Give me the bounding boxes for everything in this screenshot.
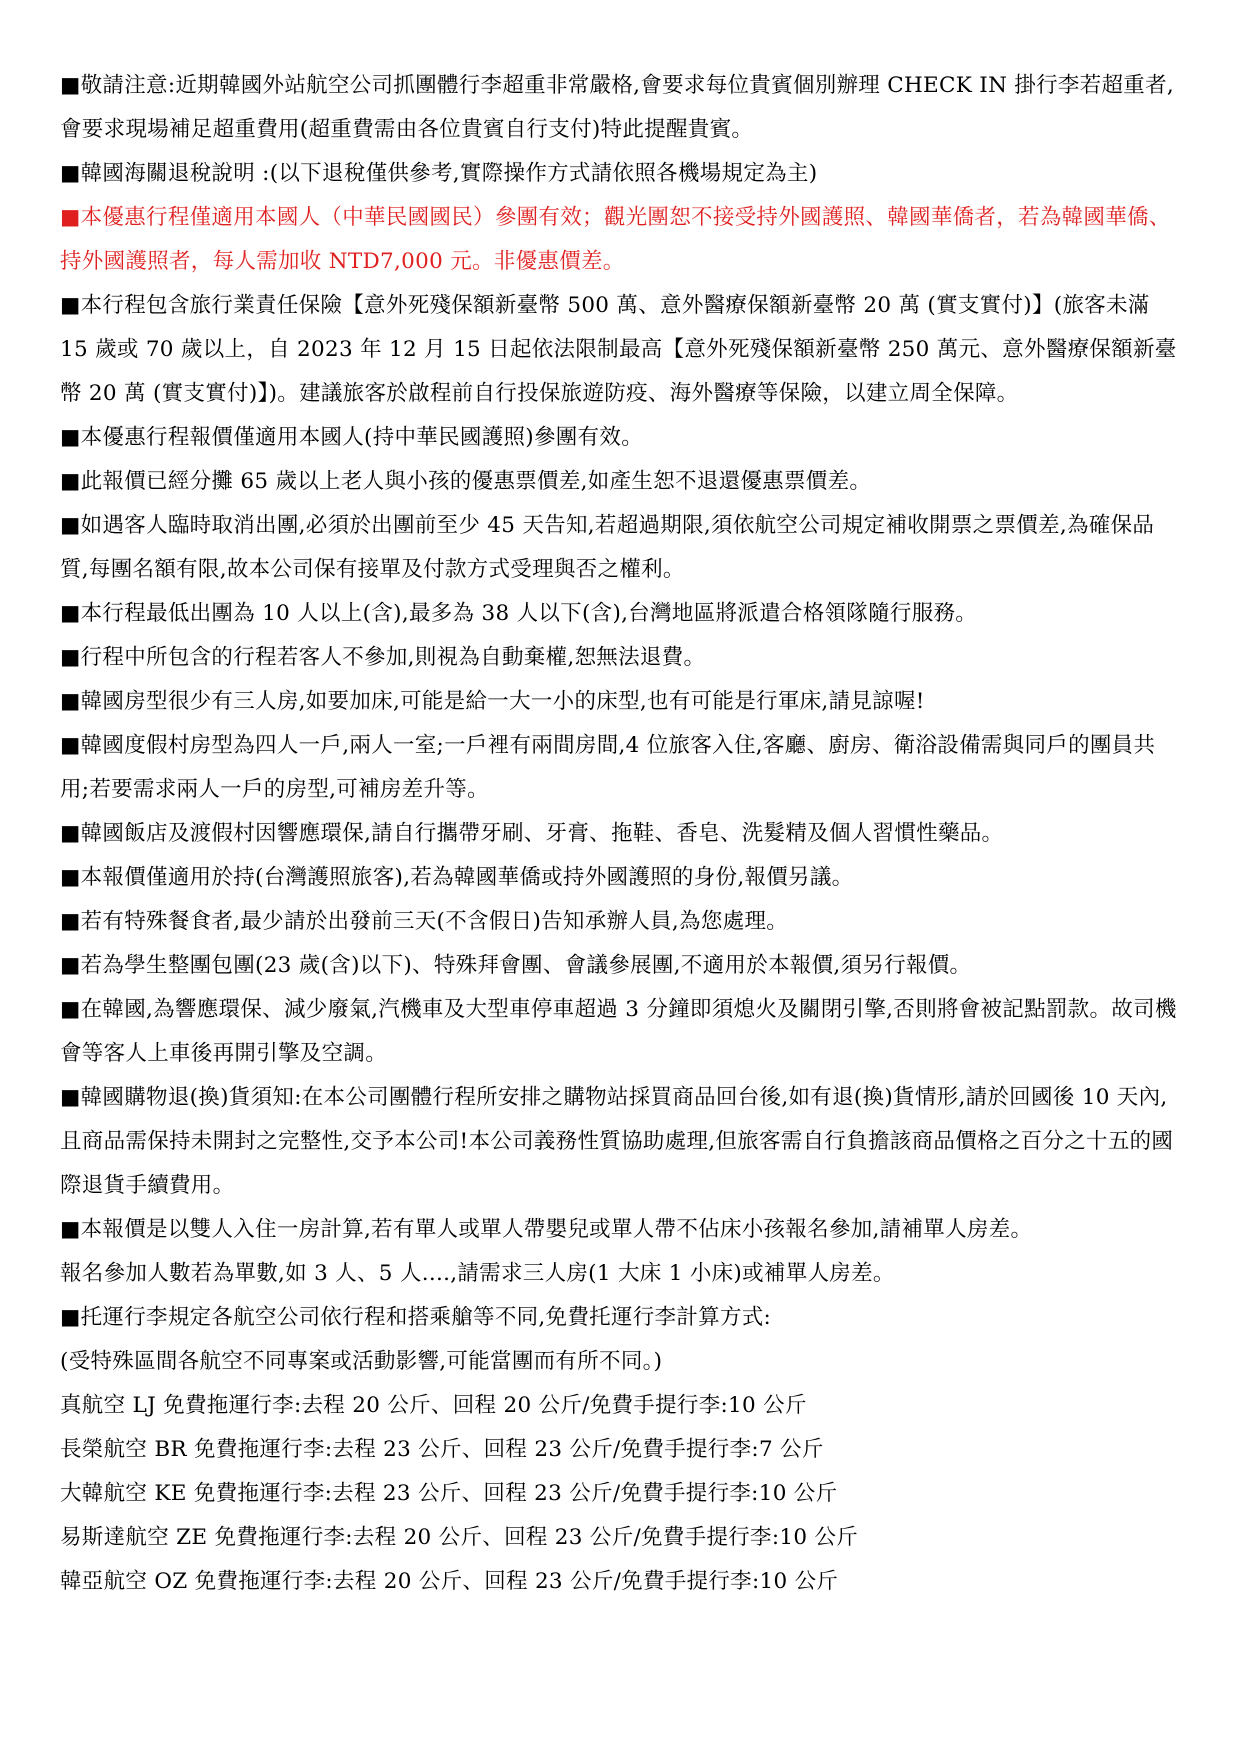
notice-triple-room: ■韓國房型很少有三人房,如要加床,可能是給一大一小的床型,也有可能是行軍床,請見諒喔! — [60, 689, 925, 714]
notice-toiletries: ■韓國飯店及渡假村因響應環保,請自行攜帶牙刷、牙膏、拖鞋、香皂、洗髮精及個人習慣性藥品。 — [60, 821, 1004, 846]
notice-overweight-baggage: ■敬請注意:近期韓國外站航空公司抓團體行李超重非常嚴格,會要求每位貴賓個別辦理 CHECK IN 掛行李若超重者,會要求現場補足超重費用(超重費需由各位貴賓自行支付)特此提醒貴賓。 — [60, 73, 1175, 142]
notice-idling: ■在韓國,為響應環保、減少廢氣,汽機車及大型車停車超過 3 分鐘即須熄火及關閉引擎,否則將會被記點罰款。故司機會等客人上車後再開引擎及空調。 — [60, 997, 1177, 1066]
notice-tax-refund: ■韓國海關退稅說明 :(以下退稅僅供參考,實際操作方式請依照各機場規定為主) — [60, 161, 818, 186]
notice-resort-room: ■韓國度假村房型為四人一戶,兩人一室;一戶裡有兩間房間,4 位旅客入住,客廳、廚房、衛浴設備需與同戶的團員共用;若要需求兩人一戶的房型,可補房差升等。 — [60, 733, 1156, 802]
notice-student-groups: ■若為學生整團包團(23 歲(含)以下)、特殊拜會團、會議參展團,不適用於本報價,須另行報價。 — [60, 953, 972, 978]
notice-baggage-exceptions: (受特殊區間各航空不同專案或活動影響,可能當團而有所不同。) — [60, 1349, 663, 1374]
notice-nationality-surcharge: ■本優惠行程僅適用本國人（中華民國國民）參團有效；觀光團恕不接受持外國護照、韓國華僑者，若為韓國華僑、持外國護照者，每人需加收 NTD7,000 元。非優惠價差。 — [60, 205, 1171, 274]
baggage-korean-air: 大韓航空 KE 免費拖運行李:去程 23 公斤、回程 23 公斤/免費手提行李:10 公斤 — [60, 1481, 838, 1506]
baggage-jin-air: 真航空 LJ 免費拖運行李:去程 20 公斤、回程 20 公斤/免費手提行李:10 公斤 — [60, 1393, 807, 1418]
notice-single-supplement: ■本報價是以雙人入住一房計算,若有單人或單人帶嬰兒或單人帶不佔床小孩報名參加,請補單人房差。 — [60, 1217, 1033, 1242]
baggage-asiana: 韓亞航空 OZ 免費拖運行李:去程 20 公斤、回程 23 公斤/免費手提行李:10 公斤 — [60, 1569, 839, 1594]
notice-group-size: ■本行程最低出團為 10 人以上(含),最多為 38 人以下(含),台灣地區將派遣合格領隊隨行服務。 — [60, 601, 978, 626]
notice-special-meals: ■若有特殊餐食者,最少請於出發前三天(不含假日)告知承辦人員,為您處理。 — [60, 909, 789, 934]
notice-shopping-return: ■韓國購物退(換)貨須知:在本公司團體行程所安排之購物站採買商品回台後,如有退(換)貨情形,請於回國後 10 天內,且商品需保持未開封之完整性,交予本公司!本公司義務性質協助處理,但旅客需自行負擔該商品價格之百分之十五的國際退貨手續費用。 — [60, 1085, 1174, 1198]
notice-domestic-only: ■本優惠行程報價僅適用本國人(持中華民國護照)參團有效。 — [60, 425, 643, 450]
notice-passport-pricing: ■本報價僅適用於持(台灣護照旅客),若為韓國華僑或持外國護照的身份,報價另議。 — [60, 865, 854, 890]
baggage-eastar-jet: 易斯達航空 ZE 免費拖運行李:去程 20 公斤、回程 23 公斤/免費手提行李:10 公斤 — [60, 1525, 859, 1550]
notice-senior-discount: ■此報價已經分攤 65 歲以上老人與小孩的優惠票價差,如產生恕不退還優惠票價差。 — [60, 469, 872, 494]
baggage-eva-air: 長榮航空 BR 免費拖運行李:去程 23 公斤、回程 23 公斤/免費手提行李:7 公斤 — [60, 1437, 824, 1462]
notice-no-refund: ■行程中所包含的行程若客人不參加,則視為自動棄權,恕無法退費。 — [60, 645, 706, 670]
notice-baggage-rules: ■托運行李規定各航空公司依行程和搭乘艙等不同,免費托運行李計算方式: — [60, 1305, 772, 1330]
notice-odd-number: 報名參加人數若為單數,如 3 人、5 人....,請需求三人房(1 大床 1 小床)或補單人房差。 — [60, 1261, 895, 1286]
notice-cancellation: ■如遇客人臨時取消出團,必須於出團前至少 45 天告知,若超過期限,須依航空公司規定補收開票之票價差,為確保品質,每團名額有限,故本公司保有接單及付款方式受理與否之權利。 — [60, 513, 1155, 582]
notice-insurance: ■本行程包含旅行業責任保險【意外死殘保額新臺幣 500 萬、意外醫療保額新臺幣 20 萬 (實支實付)】(旅客未滿 15 歲或 70 歲以上，自 2023 年 12 月 15 日起依法限制最高【意外死殘保額新臺幣 250 萬元、意外醫療保額新臺幣 20 萬 (實支實付)】)。建議旅客於啟程前自行投保旅遊防疫、海外醫療等保險，以建立周全保障。 — [60, 293, 1177, 406]
